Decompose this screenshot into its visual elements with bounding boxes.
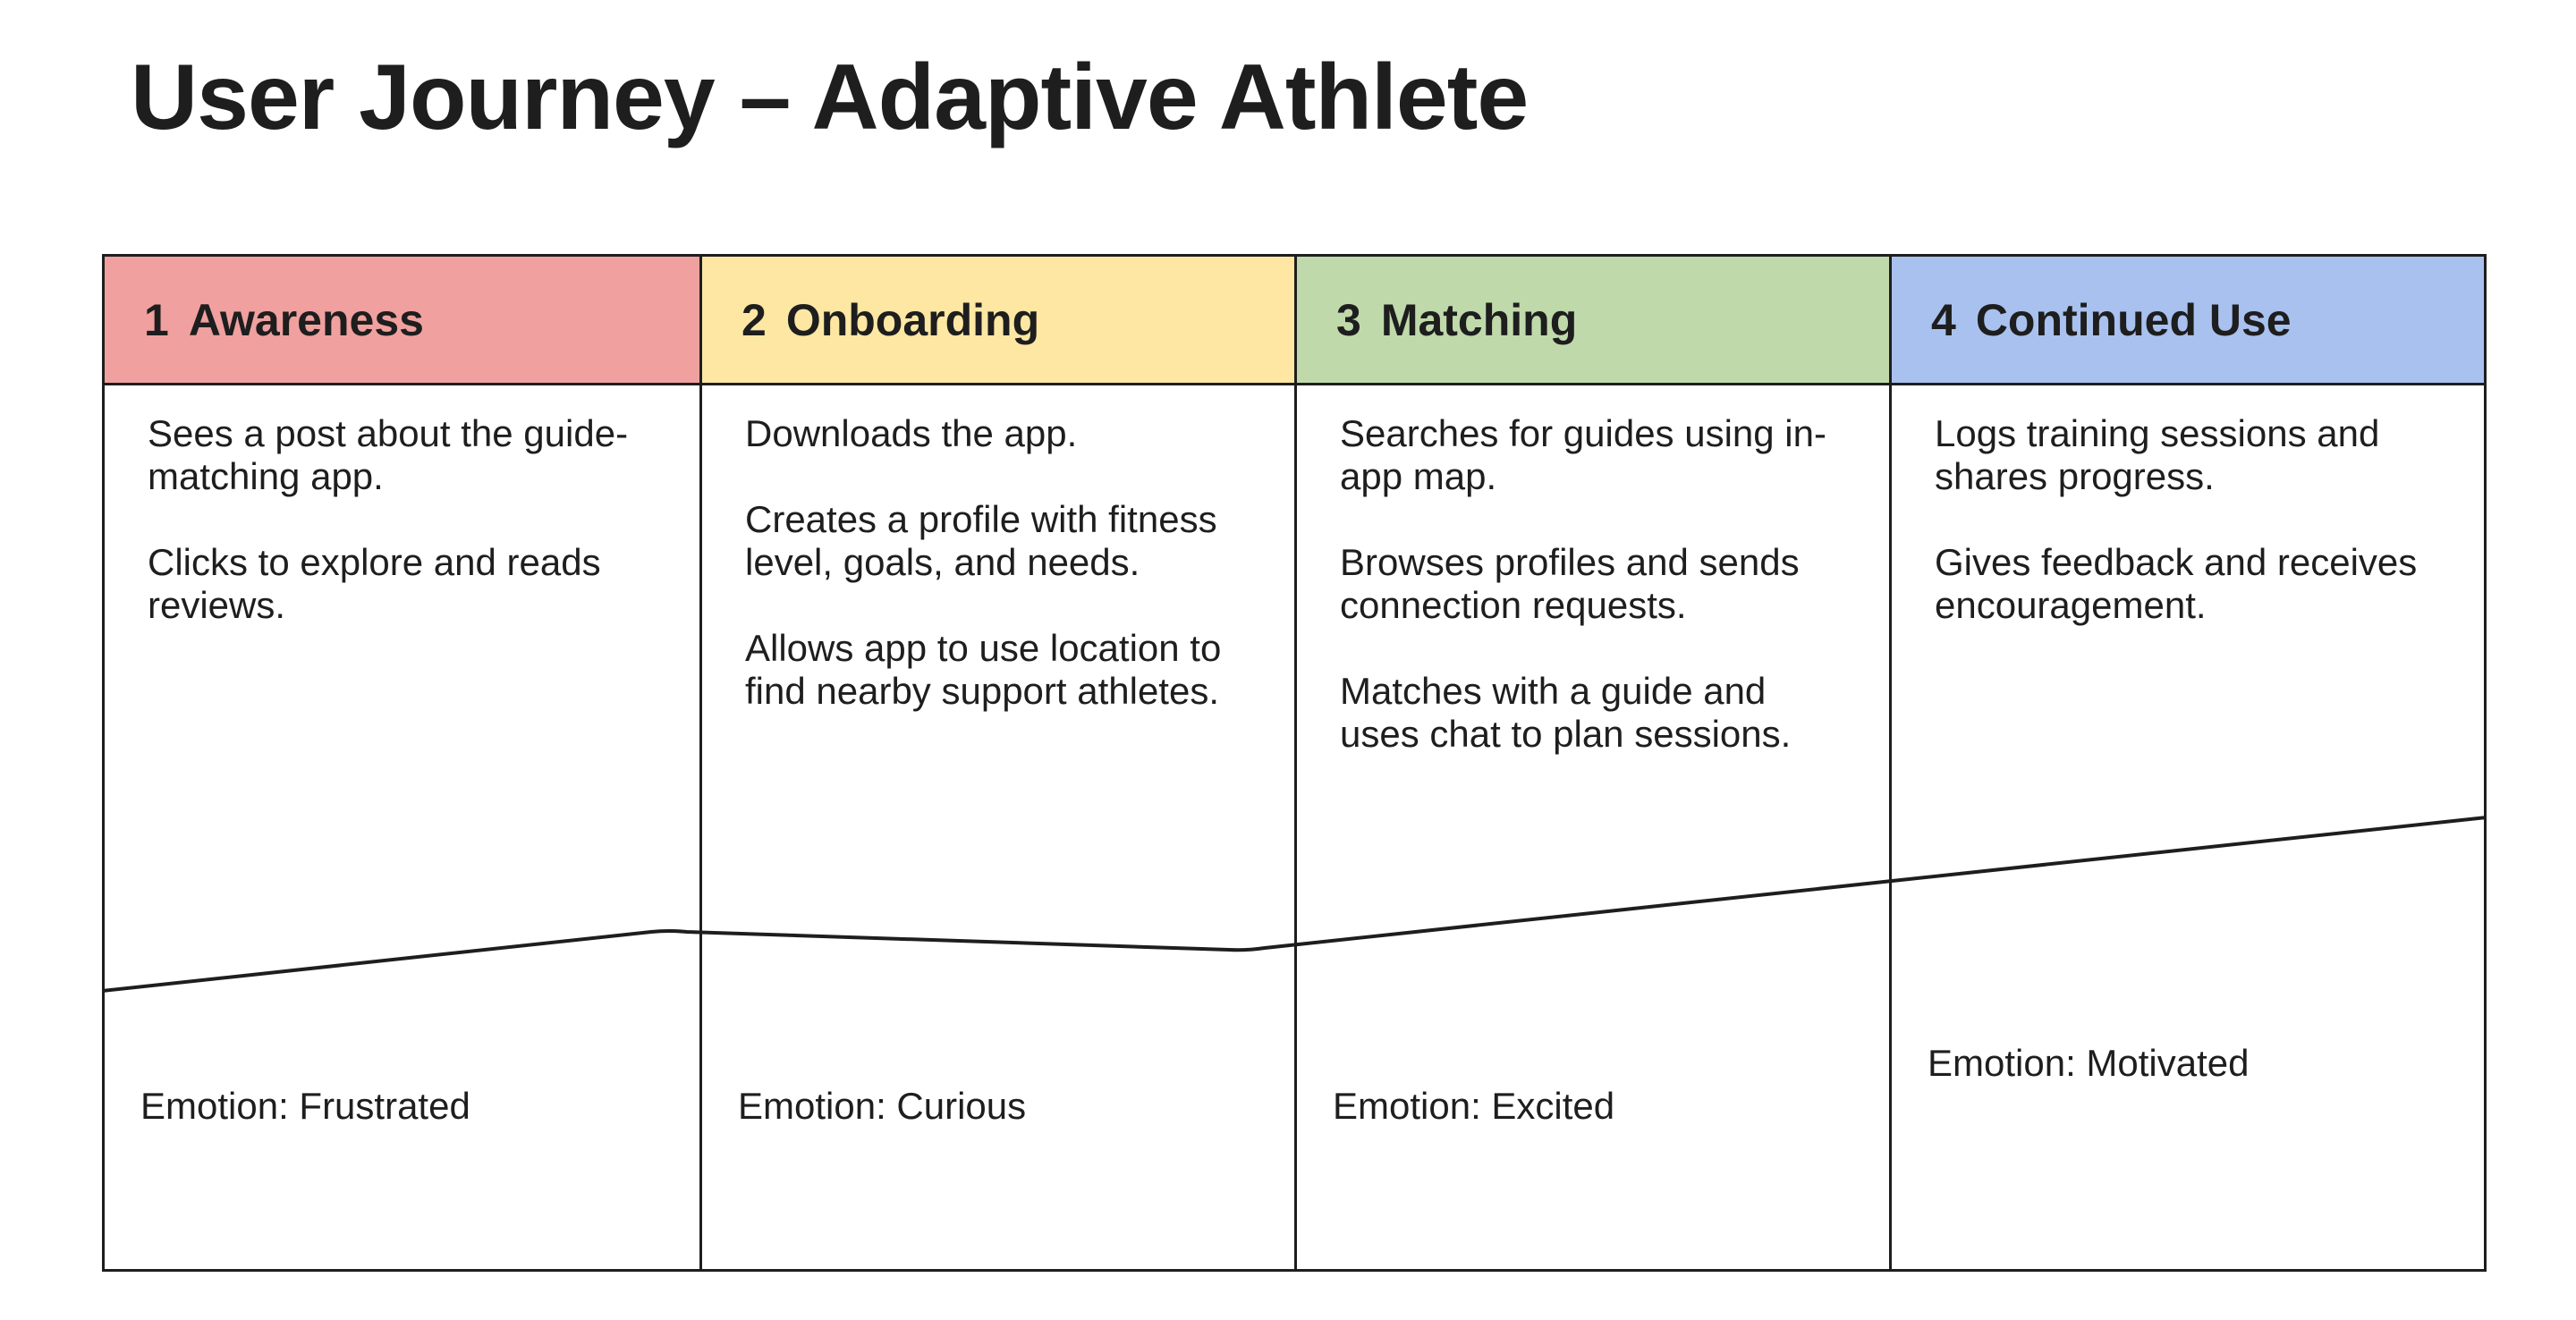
- emotion-label: Emotion: Motivated: [1928, 1042, 2250, 1084]
- stage-step: Searches for guides using in-app map.: [1340, 412, 1826, 497]
- stage-name: Continued Use: [1975, 294, 2292, 345]
- stage-number: 4: [1931, 294, 1956, 345]
- stage-step: Allows app to use location to find nearby support athletes.: [745, 627, 1222, 712]
- stage-header-continued-use: [1889, 257, 2484, 385]
- stage-name: Awareness: [188, 294, 424, 345]
- stage-name: Onboarding: [785, 294, 1040, 345]
- stage-body-matching: [1294, 385, 1889, 1269]
- stage-step: Sees a post about the guide-matching app.: [148, 412, 629, 497]
- stage-number: 1: [144, 294, 169, 345]
- stage-step: Creates a profile with fitness level, goals, and needs.: [745, 498, 1217, 583]
- emotion-label: Emotion: Curious: [738, 1085, 1027, 1127]
- page-title: User Journey – Adaptive Athlete: [131, 46, 1529, 149]
- stage-step: Browses profiles and sends connection requests.: [1340, 541, 1800, 626]
- stage-step: Logs training sessions and shares progress.: [1935, 412, 2380, 497]
- stage-name: Matching: [1380, 294, 1578, 345]
- stage-body-continued-use: [1889, 385, 2484, 1269]
- journey-grid: [102, 254, 2487, 1272]
- emotion-label: Emotion: Frustrated: [140, 1085, 470, 1127]
- journey-map: [102, 254, 2487, 1272]
- stage-body-onboarding: [699, 385, 1294, 1269]
- stage-step: Matches with a guide and uses chat to plan sessions.: [1340, 670, 1792, 755]
- stage-header-matching: [1294, 257, 1889, 385]
- stage-number: 2: [741, 294, 767, 345]
- stage-step: Clicks to explore and reads reviews.: [148, 541, 601, 626]
- stage-number: 3: [1336, 294, 1361, 345]
- stage-header-onboarding: [699, 257, 1294, 385]
- emotion-label: Emotion: Excited: [1333, 1085, 1615, 1127]
- stage-body-awareness: [105, 385, 699, 1269]
- stage-step: Downloads the app.: [745, 412, 1078, 454]
- stage-step: Gives feedback and receives encouragement.: [1935, 541, 2418, 626]
- stage-header-awareness: [105, 257, 699, 385]
